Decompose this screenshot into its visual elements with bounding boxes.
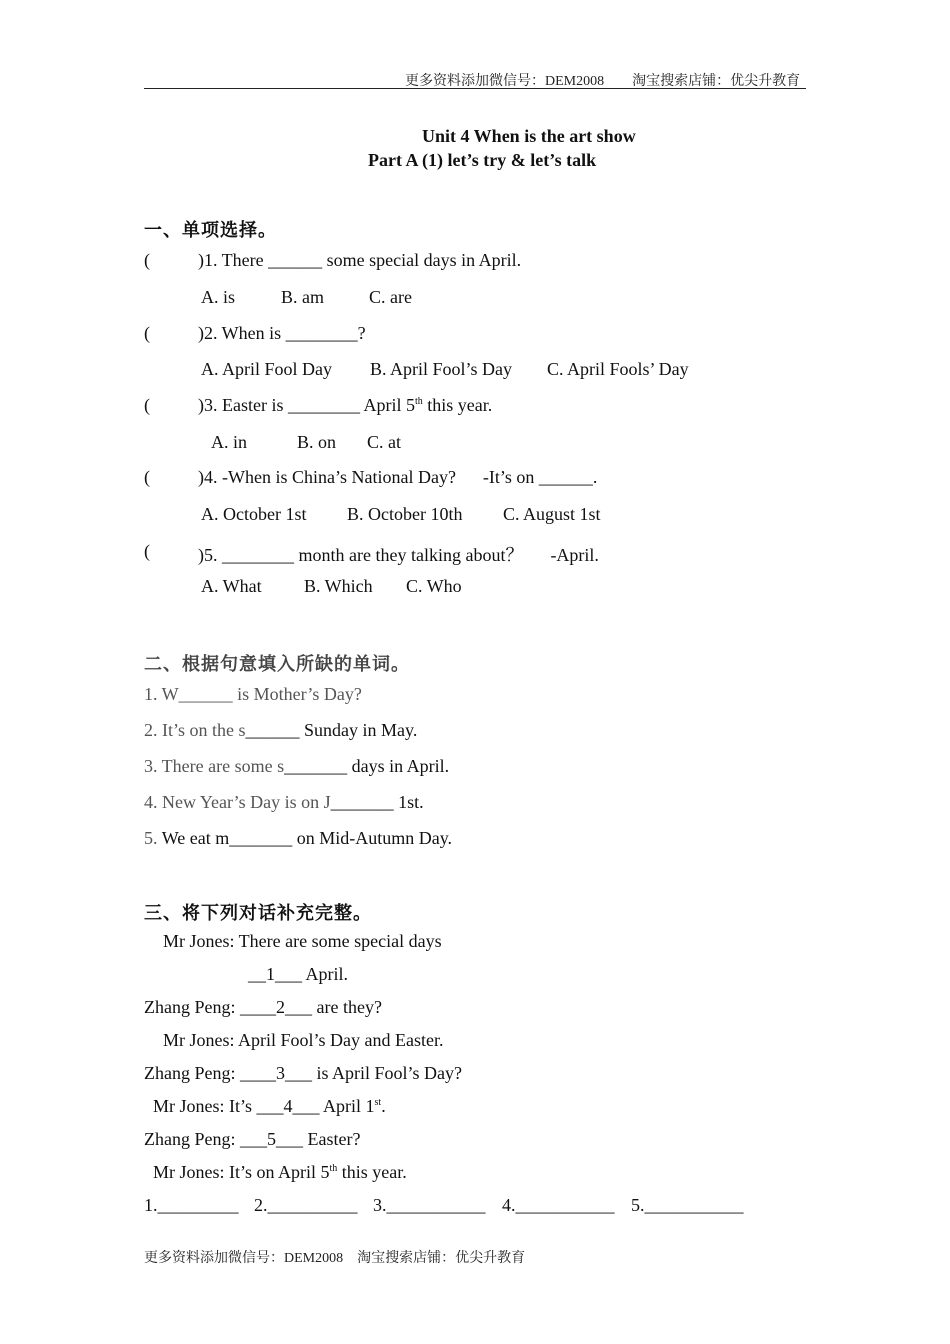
answer-blank-2[interactable]: 2.__________ — [254, 1195, 358, 1215]
fill-item-4: 4. New Year’s Day is on J_______ 1st. — [144, 792, 424, 812]
q1-paren: ( — [144, 250, 150, 270]
dialog-line-2: __1___ April. — [248, 964, 349, 984]
q4-option-a: A. October 1st — [201, 504, 307, 524]
q5-option-a: A. What — [201, 576, 262, 596]
q1-option-b: B. am — [281, 287, 324, 307]
fill-item-3: 3. There are some s_______ days in April. — [144, 756, 450, 776]
section1-heading: 一、单项选择。 — [144, 220, 277, 241]
dialog-line-7: Zhang Peng: ___5___ Easter? — [144, 1129, 361, 1149]
part-title: Part A (1) let’s try & let’s talk — [368, 150, 597, 170]
page-header: 更多资料添加微信号：DEM2008 淘宝搜索店铺：优尖升教育 — [405, 74, 801, 89]
dialog-line-1: Mr Jones: There are some special days — [163, 931, 442, 951]
q1-option-c: C. are — [369, 287, 412, 307]
dialog-line-4: Mr Jones: April Fool’s Day and Easter. — [163, 1030, 444, 1050]
q5-text: )5. ________ month are they talking about？ -April. — [198, 545, 599, 565]
answer-blank-1[interactable]: 1._________ — [144, 1195, 239, 1215]
q4-option-b: B. October 10th — [347, 504, 463, 524]
q4-option-c: C. August 1st — [503, 504, 601, 524]
q3-option-a: A. in — [211, 432, 247, 452]
answer-blank-3[interactable]: 3.___________ — [373, 1195, 486, 1215]
dialog-line-5: Zhang Peng: ____3___ is April Fool’s Day? — [144, 1063, 462, 1083]
q5-option-c: C. Who — [406, 576, 462, 596]
q4-paren: ( — [144, 467, 150, 487]
q3-text: )3. Easter is ________ April 5th this year. — [198, 395, 493, 415]
dialog-line-3: Zhang Peng: ____2___ are they? — [144, 997, 382, 1017]
page-footer: 更多资料添加微信号：DEM2008 淘宝搜索店铺：优尖升教育 — [144, 1251, 526, 1266]
q5-paren: ( — [144, 541, 150, 561]
q2-text: )2. When is ________? — [198, 323, 366, 343]
q1-option-a: A. is — [201, 287, 236, 307]
fill-item-1: 1. W______ is Mother’s Day? — [144, 684, 362, 704]
q5-option-b: B. Which — [304, 576, 373, 596]
dialog-line-8: Mr Jones: It’s on April 5th this year. — [153, 1162, 407, 1182]
answer-blank-5[interactable]: 5.___________ — [631, 1195, 744, 1215]
q2-option-c: C. April Fools’ Day — [547, 359, 689, 379]
answer-blank-4[interactable]: 4.___________ — [502, 1195, 615, 1215]
unit-title: Unit 4 When is the art show — [422, 126, 636, 146]
dialog-line-6: Mr Jones: It’s ___4___ April 1st. — [153, 1096, 386, 1116]
q2-option-b: B. April Fool’s Day — [370, 359, 513, 379]
section2-heading: 二、根据句意填入所缺的单词。 — [144, 654, 410, 675]
q3-option-c: C. at — [367, 432, 401, 452]
q2-paren: ( — [144, 323, 150, 343]
q3-paren: ( — [144, 395, 150, 415]
header-rule — [144, 88, 806, 89]
q1-text: )1. There ______ some special days in April. — [198, 250, 522, 270]
q3-option-b: B. on — [297, 432, 337, 452]
q4-text: )4. -When is China’s National Day? -It’s on ______. — [198, 467, 598, 487]
section3-heading: 三、将下列对话补充完整。 — [144, 903, 372, 924]
fill-item-2: 2. It’s on the s______ Sunday in May. — [144, 720, 418, 740]
fill-item-5: 5. We eat m_______ on Mid-Autumn Day. — [144, 828, 453, 848]
q2-option-a: A. April Fool Day — [201, 359, 333, 379]
